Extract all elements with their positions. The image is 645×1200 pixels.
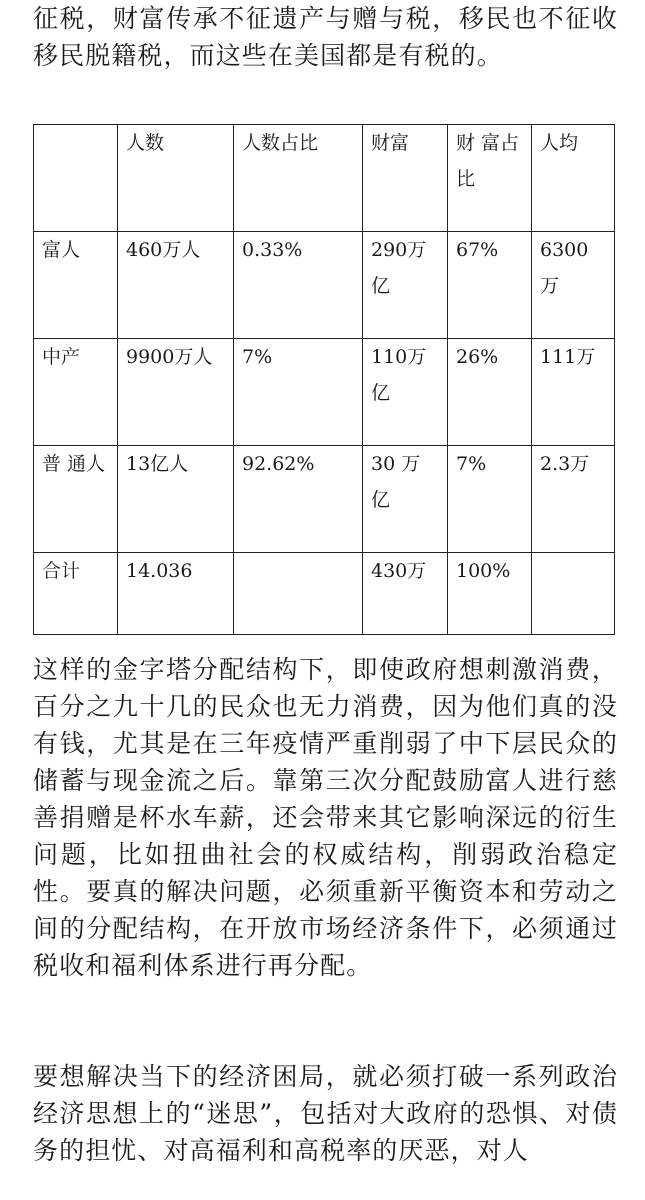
intro-paragraph: 征税，财富传承不征遗产与赠与税，移民也不征收移民脱籍税，而这些在美国都是有税的。	[33, 4, 618, 70]
wealth-distribution-table	[33, 124, 615, 635]
analysis-paragraph: 这样的金字塔分配结构下，即使政府想刺激消费，百分之九十几的民众也无力消费，因为他们真的没有钱，尤其是在三年疫情严重削弱了中下层民众的储蓄与现金流之后。靠第三次分配鼓励富人进行慈善捐赠是杯水车薪，还会带来其它影响深远的衍生问题，比如扭曲社会的权威结构，削弱政治稳定性。要真的解决问题，必须重新平衡资本和劳动之间的分配结构，在开放市场经济条件下，必须通过税收和福利体系进行再分配。	[33, 655, 618, 980]
table-row	[34, 339, 615, 446]
table-cell: 30 万亿	[363, 446, 448, 553]
table-total-row	[34, 553, 615, 635]
table-cell: 2.3万	[532, 446, 615, 553]
table-cell: 7%	[448, 446, 532, 553]
table-header-row	[34, 125, 615, 232]
table-header-cell: 人均	[532, 125, 615, 232]
table-cell: 13亿人	[118, 446, 234, 553]
table-cell: 430万	[363, 553, 448, 635]
conclusion-paragraph: 要想解决当下的经济困局，就必须打破一系列政治经济思想上的“迷思”，包括对大政府的恐惧、对债务的担忧、对高福利和高税率的厌恶，对人	[33, 1062, 618, 1165]
table-cell: 6300万	[532, 232, 615, 339]
table-cell: 92.62%	[234, 446, 363, 553]
table-header-cell: 人数	[118, 125, 234, 232]
table-cell	[532, 553, 615, 635]
table-cell: 100%	[448, 553, 532, 635]
table-cell: 9900万人	[118, 339, 234, 446]
table-cell: 111万	[532, 339, 615, 446]
table-header-cell: 人数占比	[234, 125, 363, 232]
table-cell: 富人	[34, 232, 118, 339]
table-cell: 26%	[448, 339, 532, 446]
table-cell: 67%	[448, 232, 532, 339]
table-cell: 290万亿	[363, 232, 448, 339]
table-cell: 普 通人	[34, 446, 118, 553]
table-header-cell	[34, 125, 118, 232]
table-cell: 110万亿	[363, 339, 448, 446]
table-header-cell: 财 富占比	[448, 125, 532, 232]
table-cell: 14.036	[118, 553, 234, 635]
table-header-cell: 财富	[363, 125, 448, 232]
table-cell: 中产	[34, 339, 118, 446]
table-cell: 0.33%	[234, 232, 363, 339]
table-row	[34, 232, 615, 339]
table-row	[34, 446, 615, 553]
table-cell	[234, 553, 363, 635]
table-cell: 7%	[234, 339, 363, 446]
table-cell: 460万人	[118, 232, 234, 339]
table-cell: 合计	[34, 553, 118, 635]
